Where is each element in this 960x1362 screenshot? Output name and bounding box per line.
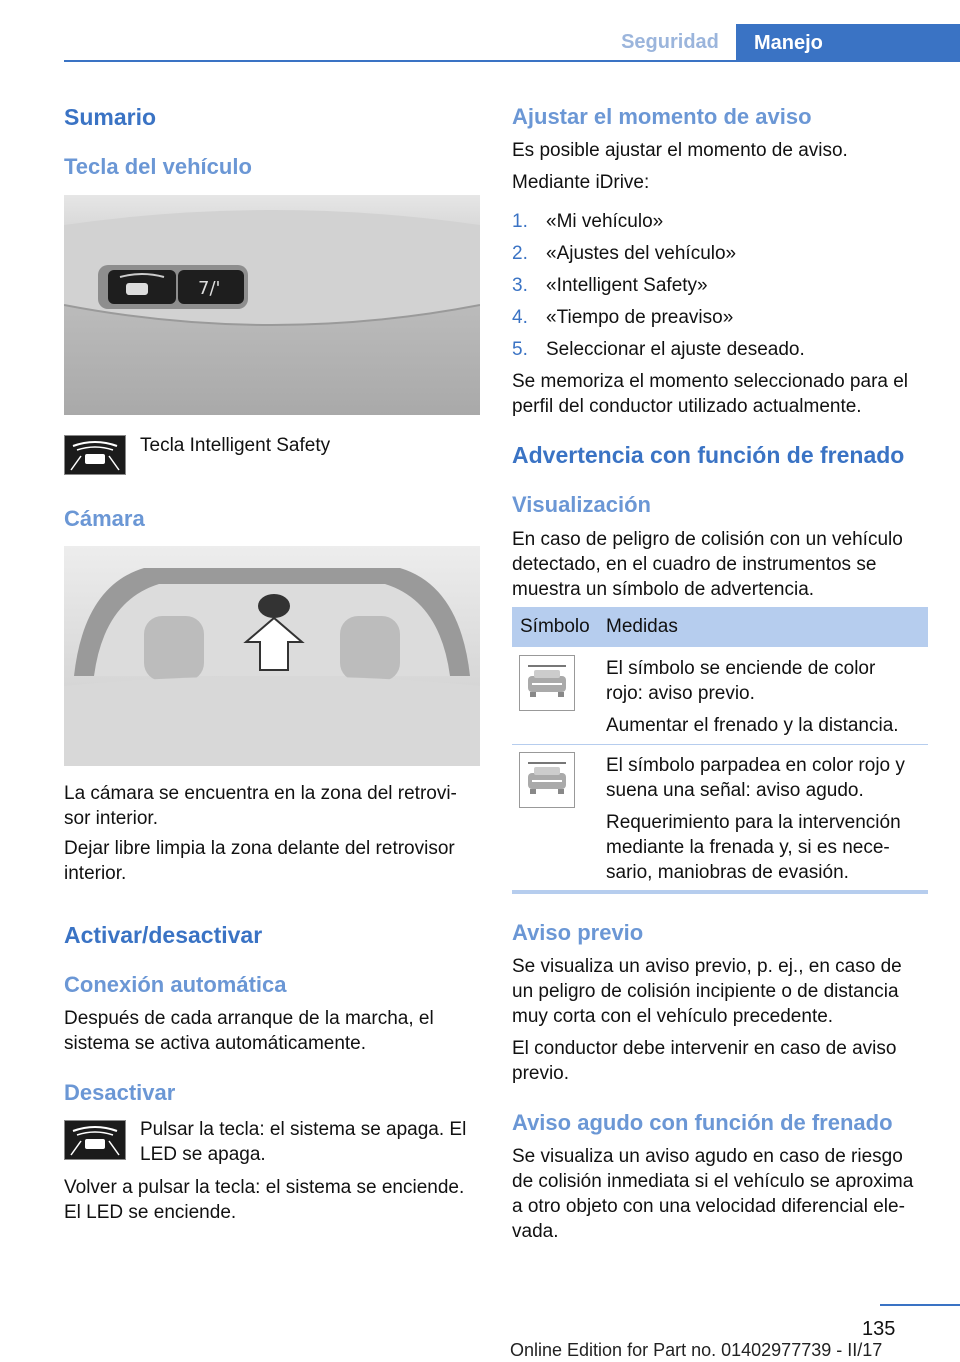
row1-text-1: El símbolo se enciende de color bbox=[606, 658, 876, 679]
ap-text-1: Se visualiza un aviso previo, p. ej., en caso de bbox=[512, 956, 902, 977]
row1-text-3: Aumentar el frenado y la distancia. bbox=[606, 715, 899, 736]
ajustar-text-1: Es posible ajustar el momento de aviso. bbox=[512, 140, 848, 161]
edition-note: Online Edition for Part no. 01402977739 - II/17 bbox=[510, 1340, 883, 1360]
conexion-heading: Conexión automática bbox=[64, 972, 287, 997]
row2-text-1: El símbolo parpadea en color rojo y bbox=[606, 755, 905, 776]
ajustar-text-3: Se memoriza el momento seleccionado para el bbox=[512, 371, 909, 392]
vehicle-button-photo bbox=[64, 195, 480, 415]
svg-text:7/': 7/' bbox=[198, 278, 221, 299]
camara-heading: Cámara bbox=[64, 506, 145, 531]
desactivar-text-2: Volver a pulsar la tecla: el sistema se enciende. bbox=[64, 1177, 465, 1198]
camera-photo bbox=[64, 546, 480, 766]
camara-text-2b: interior. bbox=[64, 863, 127, 884]
desactivar-text-1b: LED se apaga. bbox=[140, 1144, 266, 1165]
row2-text-3: Requerimiento para la intervención bbox=[606, 812, 901, 833]
aa-text-1b: de colisión inmediata si el vehículo se aproxima bbox=[512, 1171, 914, 1192]
visualizacion-heading: Visualización bbox=[512, 492, 651, 517]
camara-text-1b: sor interior. bbox=[64, 808, 158, 829]
aa-text-1d: vada. bbox=[512, 1221, 559, 1242]
header-rule bbox=[64, 60, 960, 62]
activar-heading: Activar/desactivar bbox=[64, 922, 263, 948]
ap-text-1b: un peligro de colisión incipiente o de distancia bbox=[512, 981, 899, 1002]
car-warning-icon bbox=[519, 752, 575, 808]
list-item: 2. «Ajustes del vehículo» bbox=[512, 243, 737, 264]
table-bottom-rule bbox=[512, 890, 928, 894]
camara-text-1: La cámara se encuentra en la zona del retrovi- bbox=[64, 783, 457, 804]
ap-text-2b: previo. bbox=[512, 1063, 570, 1084]
car-warning-icon bbox=[519, 655, 575, 711]
tecla-heading: Tecla del vehículo bbox=[64, 154, 252, 179]
desactivar-text-1: Pulsar la tecla: el sistema se apaga. El bbox=[140, 1119, 467, 1140]
camara-text-2: Dejar libre limpia la zona delante del retrovisor bbox=[64, 838, 455, 859]
tab-manejo[interactable]: Manejo bbox=[736, 24, 960, 62]
advertencia-heading: Advertencia con función de frenado bbox=[512, 442, 905, 468]
vis-text-1b: detectado, en el cuadro de instrumentos se bbox=[512, 554, 877, 575]
row1-text-2: rojo: aviso previo. bbox=[606, 683, 755, 704]
conexion-text-1b: sistema se activa automáticamente. bbox=[64, 1033, 367, 1054]
footer-rule bbox=[880, 1304, 960, 1306]
col-measures-header: Medidas bbox=[606, 616, 678, 637]
sumario-heading: Sumario bbox=[64, 104, 157, 130]
idrive-steps-list bbox=[512, 209, 928, 369]
aviso-previo-heading: Aviso previo bbox=[512, 920, 644, 945]
ap-text-1c: muy corta con el vehículo precedente. bbox=[512, 1006, 834, 1027]
desactivar-text-2b: El LED se enciende. bbox=[64, 1202, 237, 1223]
list-item: 4. «Tiempo de preaviso» bbox=[512, 307, 734, 328]
ajustar-text-3b: perfil del conductor utilizado actualmente. bbox=[512, 396, 862, 417]
ajustar-text-2: Mediante iDrive: bbox=[512, 172, 650, 193]
aa-text-1c: a otro objeto con una velocidad diferencial ele- bbox=[512, 1196, 905, 1217]
intelligent-safety-icon bbox=[64, 435, 126, 475]
row2-text-2: suena una señal: aviso agudo. bbox=[606, 780, 864, 801]
list-item: 1. «Mi vehículo» bbox=[512, 211, 664, 232]
tecla-caption: Tecla Intelligent Safety bbox=[140, 435, 331, 456]
row2-text-4: mediante la frenada y, si es nece- bbox=[606, 837, 890, 858]
table-header bbox=[512, 607, 928, 647]
aviso-agudo-heading: Aviso agudo con función de frenado bbox=[512, 1110, 893, 1135]
vis-text-1c: muestra un símbolo de advertencia. bbox=[512, 579, 815, 600]
page-number: 135 bbox=[862, 1318, 896, 1340]
col-symbol-header: Símbolo bbox=[520, 616, 590, 637]
list-item: 3. «Intelligent Safety» bbox=[512, 275, 708, 296]
desactivar-heading: Desactivar bbox=[64, 1080, 176, 1105]
ap-text-2: El conductor debe intervenir en caso de aviso bbox=[512, 1038, 897, 1059]
row2-text-5: sario, maniobras de evasión. bbox=[606, 862, 849, 883]
aa-text-1: Se visualiza un aviso agudo en caso de riesgo bbox=[512, 1146, 903, 1167]
table-row-separator bbox=[512, 744, 928, 745]
tab-seguridad[interactable]: Seguridad bbox=[621, 31, 719, 53]
list-item: 5. Seleccionar el ajuste deseado. bbox=[512, 339, 805, 360]
intelligent-safety-icon bbox=[64, 1120, 126, 1160]
ajustar-heading: Ajustar el momento de aviso bbox=[512, 104, 812, 129]
vis-text-1: En caso de peligro de colisión con un vehículo bbox=[512, 529, 903, 550]
conexion-text-1: Después de cada arranque de la marcha, el bbox=[64, 1008, 434, 1029]
